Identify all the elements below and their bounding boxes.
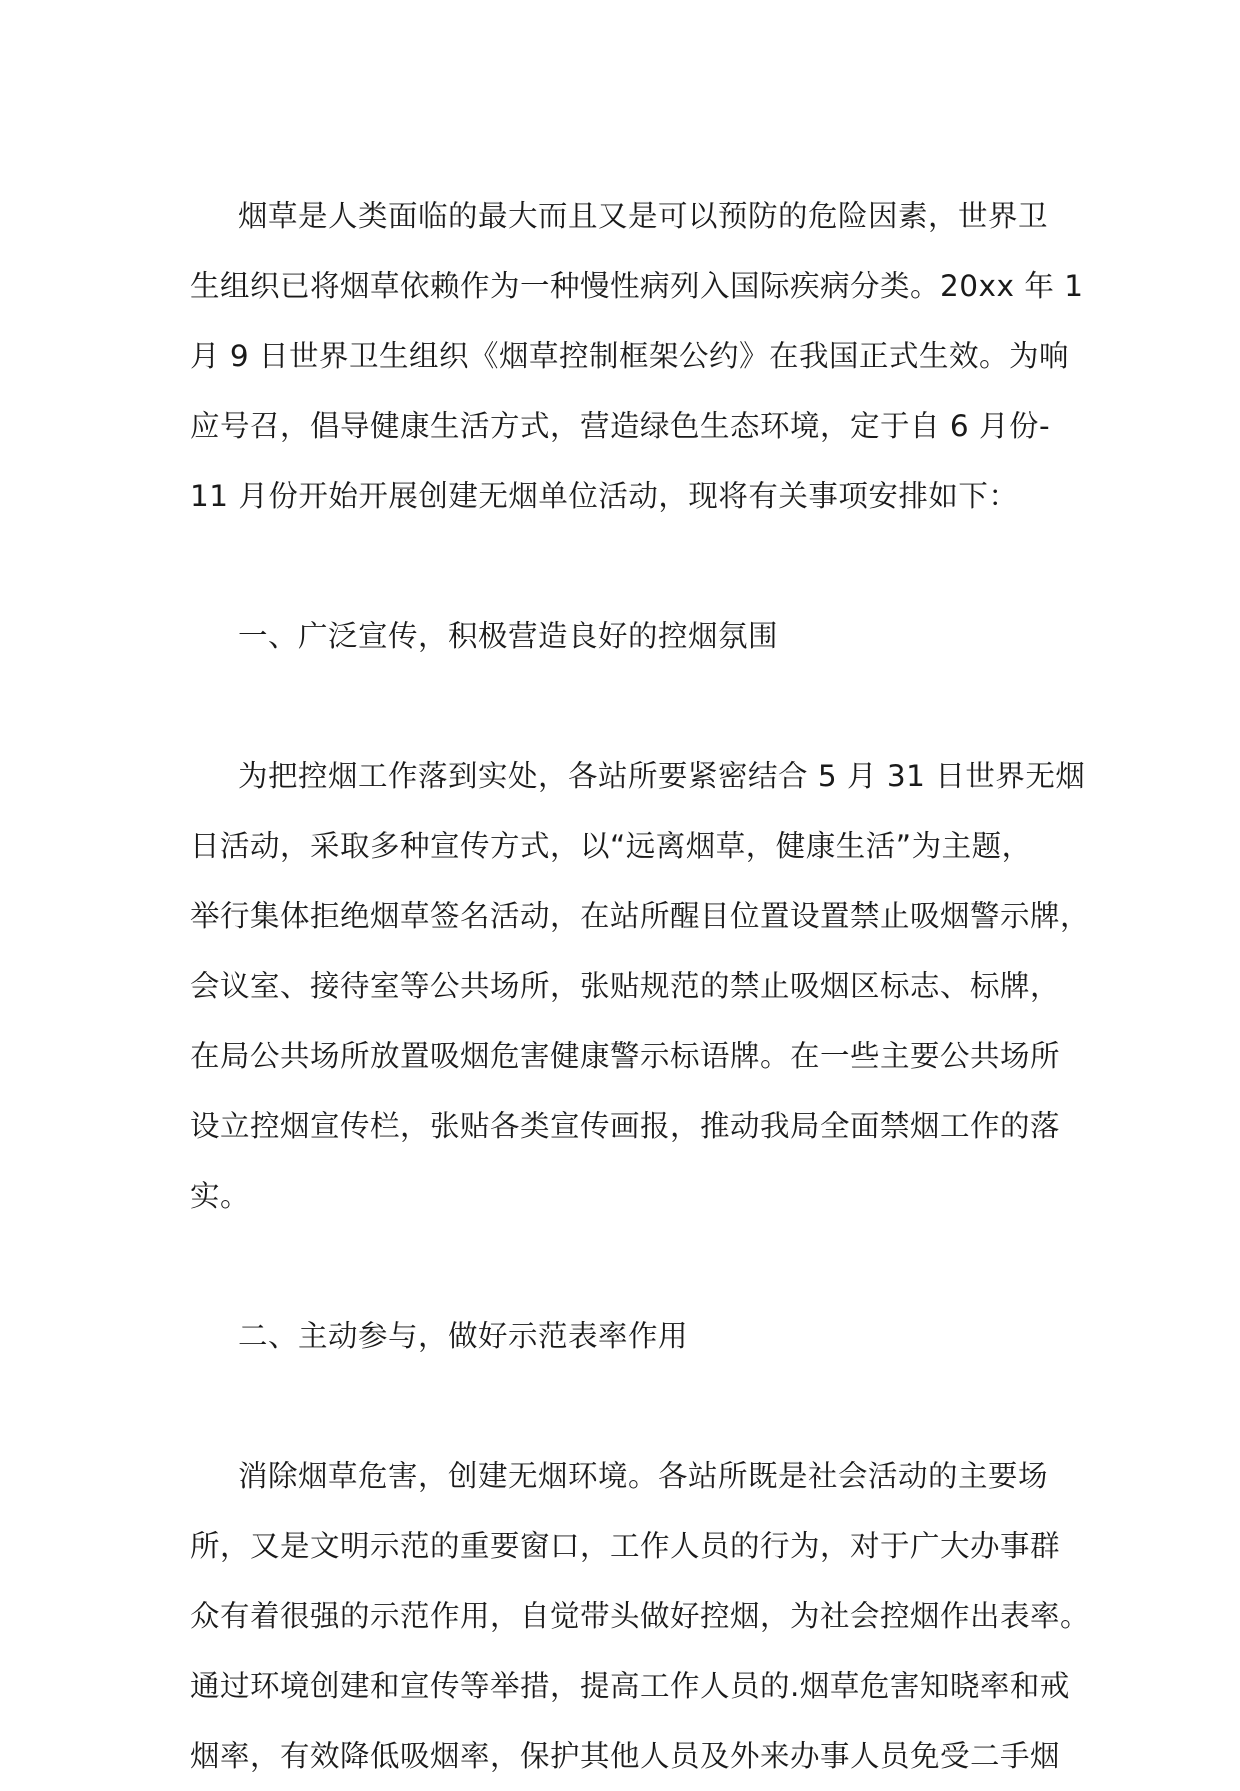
section-heading-2 <box>190 1301 1060 1371</box>
paragraph-line: 设立控烟宣传栏，张贴各类宣传画报，推动我局全面禁烟工作的落 <box>190 1109 1061 1143</box>
paragraph-line: 在局公共场所放置吸烟危害健康警示标语牌。在一些主要公共场所 <box>190 1039 1061 1073</box>
paragraph-line: 日活动，采取多种宣传方式，以“远离烟草，健康生活”为主题， <box>190 829 1032 863</box>
paragraph-line: 实。 <box>190 1179 251 1213</box>
section-heading-text: 二、主动参与，做好示范表率作用 <box>238 1319 689 1353</box>
section-heading-text: 一、广泛宣传，积极营造良好的控烟氛围 <box>238 619 779 653</box>
paragraph-line: 月 9 日世界卫生组织《烟草控制框架公约》在我国正式生效。为响 <box>190 339 1070 373</box>
paragraph-line: 烟率，有效降低吸烟率，保护其他人员及外来办事人员免受二手烟 <box>190 1739 1061 1773</box>
paragraph-line: 为把控烟工作落到实处，各站所要紧密结合 5 月 31 日世界无烟 <box>238 759 1086 793</box>
paragraph-line: 生组织已将烟草依赖作为一种慢性病列入国际疾病分类。20xx 年 1 <box>190 269 1084 303</box>
intro-paragraph <box>190 181 1084 531</box>
paragraph-spacer <box>190 531 1060 601</box>
paragraph-spacer <box>190 1231 1060 1301</box>
paragraph-line: 11 月份开始开展创建无烟单位活动，现将有关事项安排如下： <box>190 479 1019 513</box>
paragraph-line: 通过环境创建和宣传等举措，提高工作人员的.烟草危害知晓率和戒 <box>190 1669 1070 1703</box>
section-heading-1 <box>190 601 1060 671</box>
paragraph-line: 所，又是文明示范的重要窗口，工作人员的行为，对于广大办事群 <box>190 1529 1061 1563</box>
section-2-paragraph <box>190 1441 1091 1791</box>
section-1-paragraph <box>190 741 1091 1231</box>
paragraph-line: 消除烟草危害，创建无烟环境。各站所既是社会活动的主要场 <box>238 1459 1049 1493</box>
document-body <box>190 181 1091 1791</box>
paragraph-line: 众有着很强的示范作用，自觉带头做好控烟，为社会控烟作出表率。 <box>190 1599 1091 1633</box>
paragraph-line: 应号召，倡导健康生活方式，营造绿色生态环境，定于自 6 月份- <box>190 409 1051 443</box>
paragraph-line: 烟草是人类面临的最大而且又是可以预防的危险因素，世界卫 <box>238 199 1049 233</box>
paragraph-line: 举行集体拒绝烟草签名活动，在站所醒目位置设置禁止吸烟警示牌， <box>190 899 1091 933</box>
paragraph-spacer <box>190 671 1060 741</box>
paragraph-line: 会议室、接待室等公共场所，张贴规范的禁止吸烟区标志、标牌， <box>190 969 1061 1003</box>
paragraph-spacer <box>190 1371 1060 1441</box>
